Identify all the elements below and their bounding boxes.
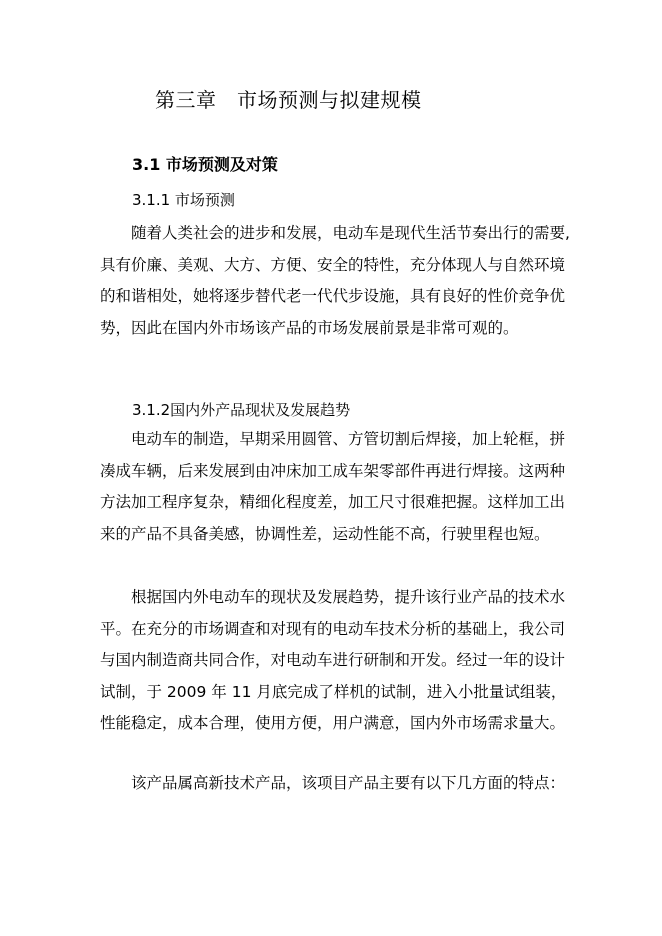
paragraph-product-features-intro: 该产品属高新技术产品，该项目产品主要有以下几方面的特点： (131, 774, 566, 792)
subsection-heading-domestic-foreign-status: 3.1.2国内外产品现状及发展趋势 (132, 401, 351, 419)
paragraph-market-forecast: 随着人类社会的进步和发展，电动车是现代生活节奏出行的需要,具有价廉、美观、大方、方便、安全的特性，充分体现人与自然环境的和谐相处，她将逐步替代老一代代步设施，具有良好的性价竞争优势，因此在国内外市场该产品的市场发展前景是非常可观的。 (100, 224, 570, 337)
chapter-title: 第三章 市场预测与拟建规模 (155, 88, 422, 112)
paragraph-development-plan: 根据国内外电动车的现状及发展趋势，提升该行业产品的技术水平。在充分的市场调查和对现有的电动车技术分析的基础上，我公司与国内制造商共同合作，对电动车进行研制和开发。经过一年的设计试制，于 2009 年 11 月底完成了样机的试制，进入小批量试组装，性能稳定，成本合理，使用方便，用户满意，国内外市场需求量大。 (100, 588, 567, 732)
section-heading: 3.1 市场预测及对策 (132, 155, 278, 174)
paragraph-manufacturing-history: 电动车的制造，早期采用圆管、方管切割后焊接，加上轮框，拼凑成车辆，后来发展到由冲床加工成车架零部件再进行焊接。这两种方法加工程序复杂，精细化程度差，加工尺寸很难把握。这样加工出来的产品不具备美感，协调性差，运动性能不高，行驶里程也短。 (100, 430, 566, 543)
subsection-heading-market-forecast: 3.1.1 市场预测 (132, 191, 235, 209)
